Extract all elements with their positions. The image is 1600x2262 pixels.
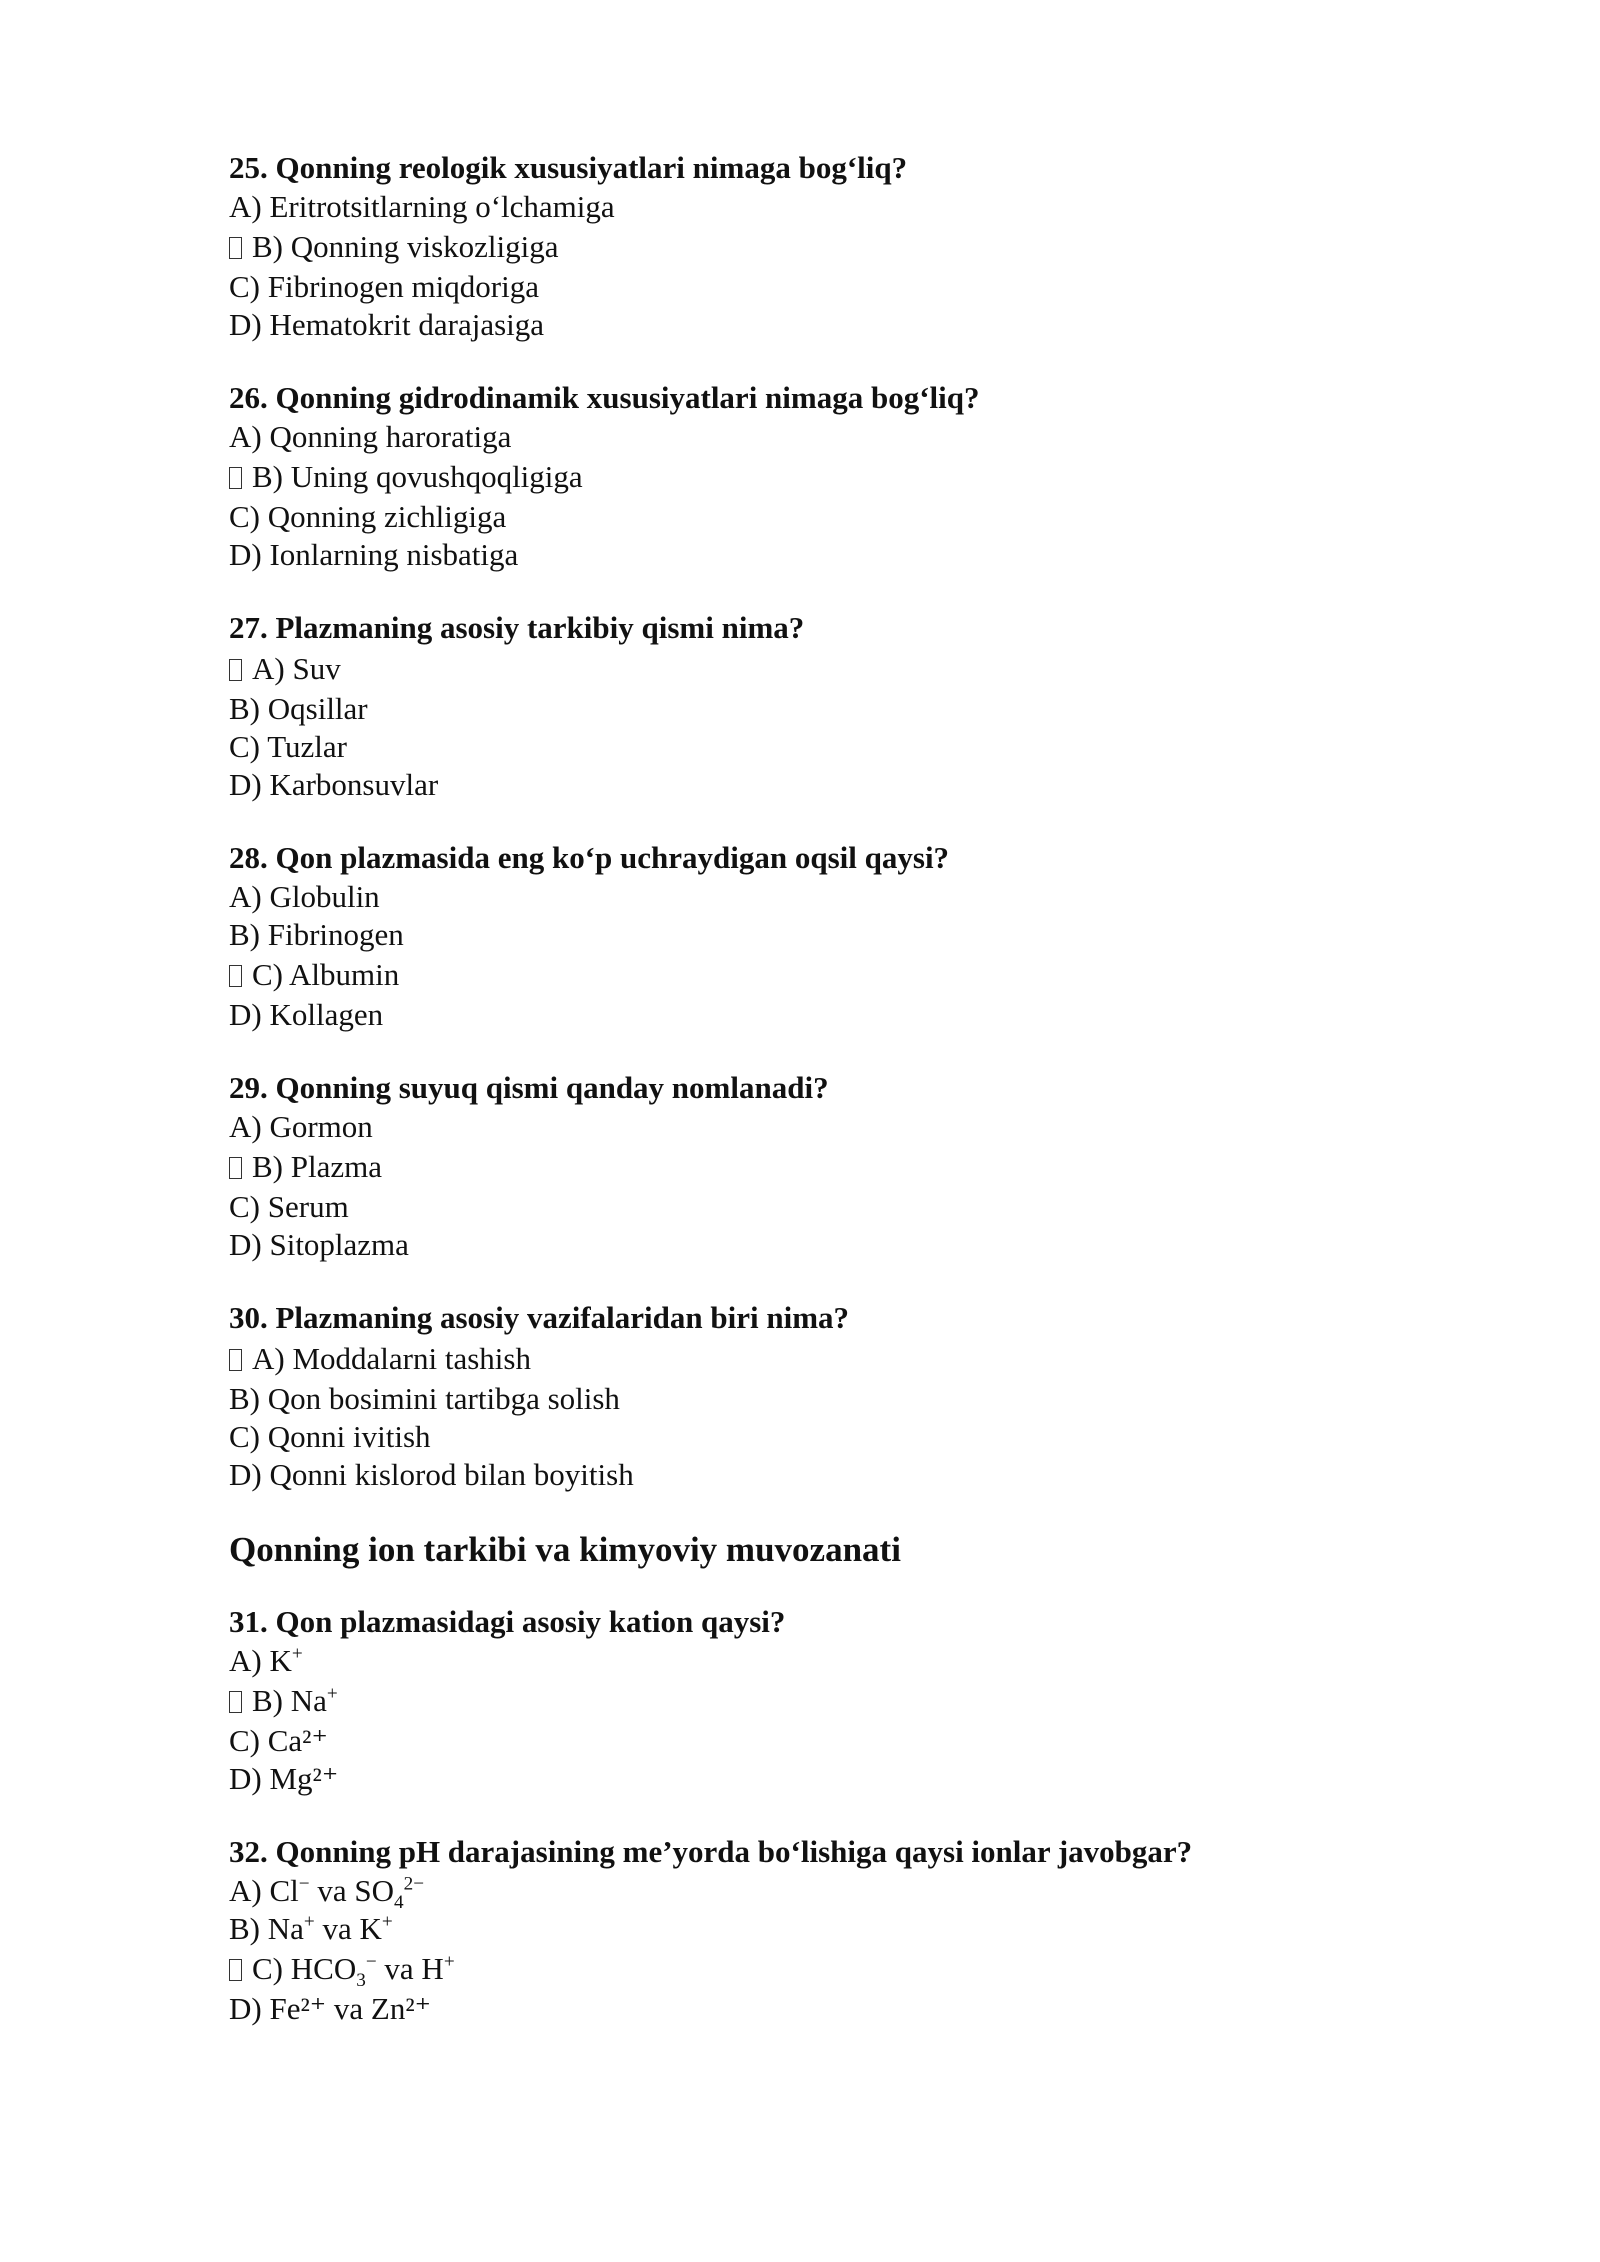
answer-option-text: A) Gormon <box>229 1109 373 1144</box>
answer-option <box>229 306 1489 344</box>
superscript-charge: + <box>291 1643 303 1665</box>
answer-option-text: A) Cl <box>229 1873 299 1908</box>
answer-option-text: D) Mg²⁺ <box>229 1761 339 1796</box>
answer-option-text: B) Uning qovushqoqligiga <box>252 459 583 494</box>
superscript-charge: + <box>381 1911 393 1933</box>
answer-option-text: D) Sitoplazma <box>229 1227 409 1262</box>
question-title: 25. Qonning reologik xususiyatlari nimaga bog‘liq? <box>229 150 908 185</box>
answer-option-text: A) Moddalarni tashish <box>252 1341 531 1376</box>
question-title: 29. Qonning suyuq qismi qanday nomlanadi? <box>229 1070 829 1105</box>
answer-option-text: D) Fe²⁺ va Zn²⁺ <box>229 1991 431 2026</box>
question-title: 30. Plazmaning asosiy vazifalaridan biri nima? <box>229 1300 850 1335</box>
answer-option-text: D) Karbonsuvlar <box>229 767 439 802</box>
question-title: 27. Plazmaning asosiy tarkibiy qismi nima? <box>229 610 805 645</box>
answer-option-text: B) Na <box>229 1911 304 1946</box>
answer-option-correct <box>229 1948 1489 1990</box>
answer-option-text: C) Qonni ivitish <box>229 1419 431 1454</box>
question-block <box>229 148 1489 344</box>
answer-option-text: B) Oqsillar <box>229 691 368 726</box>
answer-option <box>229 728 1489 766</box>
answer-option-text: C) Ca²⁺ <box>229 1723 328 1758</box>
question-block <box>229 1832 1489 2028</box>
correct-answer-marker-icon <box>229 1691 242 1713</box>
answer-option <box>229 996 1489 1034</box>
document-page <box>229 148 1489 2062</box>
answer-option-text: D) Kollagen <box>229 997 384 1032</box>
answer-option <box>229 878 1489 916</box>
correct-answer-marker-icon <box>229 1959 242 1981</box>
answer-option-text: D) Hematokrit darajasiga <box>229 307 545 342</box>
answer-option-text: D) Qonni kislorod bilan boyitish <box>229 1457 634 1492</box>
answer-option-text: va SO <box>309 1873 394 1908</box>
answer-option <box>229 1990 1489 2028</box>
answer-option <box>229 1226 1489 1264</box>
answer-option-text: C) Serum <box>229 1189 349 1224</box>
correct-answer-marker-icon <box>229 1349 242 1371</box>
answer-option-correct <box>229 954 1489 996</box>
answer-option <box>229 418 1489 456</box>
correct-answer-marker-icon <box>229 467 242 489</box>
answer-option <box>229 498 1489 536</box>
subscript-index: 4 <box>393 1892 404 1914</box>
answer-option <box>229 1456 1489 1494</box>
question-list-part1 <box>229 148 1489 1494</box>
answer-option-correct <box>229 648 1489 690</box>
question-title: 32. Qonning pH darajasining me’yorda bo‘lishiga qaysi ionlar javobgar? <box>229 1834 1193 1869</box>
question-block <box>229 838 1489 1034</box>
answer-option-correct <box>229 226 1489 268</box>
answer-option-text: C) Qonning zichligiga <box>229 499 507 534</box>
answer-option-correct <box>229 1680 1489 1722</box>
superscript-charge: − <box>298 1873 310 1895</box>
superscript-charge: − <box>365 1951 377 1973</box>
answer-option <box>229 1380 1489 1418</box>
answer-option-text: va H <box>376 1951 444 1986</box>
answer-option-text: D) Ionlarning nisbatiga <box>229 537 519 572</box>
correct-answer-marker-icon <box>229 1157 242 1179</box>
answer-option <box>229 1760 1489 1798</box>
correct-answer-marker-icon <box>229 659 242 681</box>
answer-option-text: C) HCO <box>252 1951 357 1986</box>
answer-option-text: A) Qonning haroratiga <box>229 419 512 454</box>
answer-option <box>229 1872 1489 1914</box>
question-title: 28. Qon plazmasida eng ko‘p uchraydigan oqsil qaysi? <box>229 840 950 875</box>
answer-option <box>229 766 1489 804</box>
answer-option-text: A) Eritrotsitlarning o‘lchamiga <box>229 189 615 224</box>
answer-option-text: A) Globulin <box>229 879 380 914</box>
answer-option-text: A) K <box>229 1643 292 1678</box>
answer-option-correct <box>229 1338 1489 1380</box>
answer-option <box>229 1722 1489 1760</box>
superscript-charge: + <box>443 1951 455 1973</box>
answer-option <box>229 1642 1489 1680</box>
answer-option-text: B) Na <box>252 1683 327 1718</box>
answer-option-correct <box>229 456 1489 498</box>
question-list-part2 <box>229 1602 1489 2028</box>
answer-option <box>229 690 1489 728</box>
answer-option <box>229 1418 1489 1456</box>
answer-option-text: B) Plazma <box>252 1149 382 1184</box>
answer-option-correct <box>229 1146 1489 1188</box>
superscript-charge: + <box>303 1911 315 1933</box>
question-block <box>229 378 1489 574</box>
answer-option-text: B) Fibrinogen <box>229 917 404 952</box>
answer-option <box>229 188 1489 226</box>
answer-option-text: C) Fibrinogen miqdoriga <box>229 269 539 304</box>
answer-option-text: B) Qonning viskozligiga <box>252 229 559 264</box>
answer-option-text: va K <box>314 1911 382 1946</box>
answer-option <box>229 916 1489 954</box>
answer-option-text: C) Albumin <box>252 957 400 992</box>
answer-option <box>229 536 1489 574</box>
question-block <box>229 1298 1489 1494</box>
superscript-charge: 2− <box>403 1873 425 1895</box>
subscript-index: 3 <box>356 1970 366 1992</box>
question-title: 26. Qonning gidrodinamik xususiyatlari nimaga bog‘liq? <box>229 380 980 415</box>
superscript-charge: + <box>326 1683 338 1705</box>
question-block <box>229 1068 1489 1264</box>
answer-option-text: A) Suv <box>252 651 341 686</box>
question-title: 31. Qon plazmasidagi asosiy kation qaysi? <box>229 1604 786 1639</box>
answer-option <box>229 1188 1489 1226</box>
answer-option <box>229 1910 1489 1948</box>
answer-option-text: C) Tuzlar <box>229 729 347 764</box>
section-heading: Qonning ion tarkibi va kimyoviy muvozanati <box>229 1530 901 1569</box>
question-block <box>229 1602 1489 1798</box>
answer-option-text: B) Qon bosimini tartibga solish <box>229 1381 620 1416</box>
question-block <box>229 608 1489 804</box>
correct-answer-marker-icon <box>229 237 242 259</box>
correct-answer-marker-icon <box>229 965 242 987</box>
answer-option <box>229 268 1489 306</box>
answer-option <box>229 1108 1489 1146</box>
